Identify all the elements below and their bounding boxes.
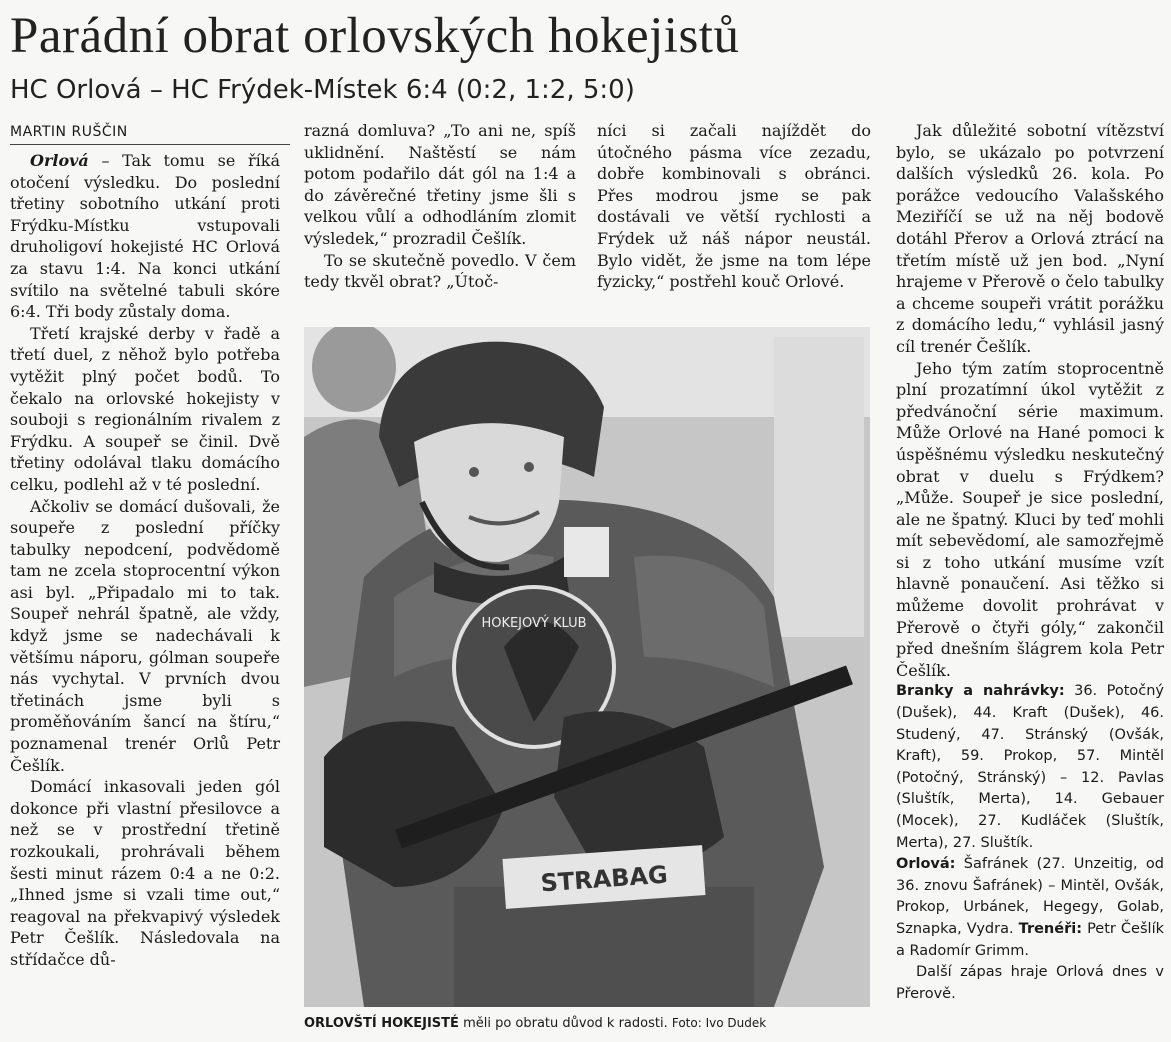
paragraph-3: Ačkoliv se domácí dušovali, že soupeře z poslední příčky tabulky nepodcení, podvědomě tam ne zcela stoprocentní výkon asi byl. „Připadalo mi to tak. Soupeř nehrál špatně, ale vždy, když jsme se nadechávali k většímu náporu, gólman soupeře nás vychytal. V prvních dvou třetinách jsme byli s proměňováním šancí na štíru,“ poznamenal trenér Orlů Petr Češlík.: [10, 496, 280, 775]
paragraph-6: Jak důležité sobotní vítězství bylo, se ukázalo po potvrzení dalších výsledků 26. kola. Po porážce vedoucího Valašského Meziříčí se už na něj bodově dotáhl Přerov a Orlová ztrácí na třetím místě už jen bod. „Nyní hrajeme v Přerově o čelo tabulky a chceme soupeři vrátit porážku z domácího ledu,“ vyhlásil jasný cíl trenér Češlík.: [896, 121, 1164, 356]
caption-head: ORLOVŠTÍ HOKEJISTÉ: [304, 1016, 459, 1031]
lead-paragraph: [10, 150, 280, 323]
headline: Parádní obrat orlovských hokejistů: [10, 8, 740, 64]
dateline: Orlová: [30, 151, 89, 170]
lineup-label: Orlová:: [896, 856, 956, 873]
lead-text: – Tak tomu se říká otočení výsledku. Do poslední třetiny sobotního utkání proti Frýdku-Místku vstupovali druholigoví hokejisté HC Orlová za stavu 1:4. Na konci utkání svítilo na světelné tabuli skóre 6:4. Tři body zůstaly doma.: [10, 151, 280, 322]
hockey-player-photo: [304, 327, 870, 1007]
caption-text: měli po obratu důvod k radosti.: [463, 1016, 668, 1031]
coaches-text: Petr Češlík a Radomír Grimm.: [896, 920, 1164, 959]
article-column-1: [10, 150, 280, 971]
sponsor-text: STRABAG: [539, 860, 669, 898]
article-column-2: [304, 120, 576, 293]
paragraph-2: Třetí krajské derby v řadě a třetí duel, z něhož bylo potřeba vytěžit plný počet bodů. To čekalo na orlovské hokejisty v souboji s regionálním rivalem z Frýdku. A soupeř se činil. Dvě třetiny odolával tlaku domácího celku, podlehl až v té poslední.: [10, 323, 280, 494]
byline: MARTIN RUŠČIN: [10, 122, 290, 145]
next-game: Další zápas hraje Orlová dnes v Přerově.: [896, 964, 1164, 1002]
lineup-line: [896, 854, 1164, 962]
goals-line: [896, 681, 1164, 854]
paragraph-4: Domácí inkasovali jeden gól dokonce při vlastní přesilovce a než se v prostřední třetině rozkoukali, prohrávali během šesti minut rázem 0:4 a ne 0:2. „Ihned jsme si vzali time out,“ reagoval na překvapivý výsledek Petr Češlík. Následovala na střídačce dů-: [10, 777, 280, 969]
paragraph-5-continued: níci si začali najíždět do útočného pásma více zezadu, dobře kombinovali s obránci. Přes modrou jsme se pak dostávali ve větší rychlosti a Frýdek už náš nápor neustál. Bylo vidět, že jsme na tom lépe fyzicky,“ postřehl kouč Orlové.: [597, 121, 871, 292]
lineup-text: Šafránek (27. Unzeitig, od 36. znovu Šafránek) – Mintěl, Ovšák, Prokop, Urbánek, Hegegy, Golab, Sznapka, Vydra.: [896, 856, 1164, 937]
paragraph-4-continued: razná domluva? „To ani ne, spíš uklidnění. Naštěstí se nám potom podařilo dát gól na 1:4 a do závěrečné třetiny jsme šli s velkou vůlí a odhodláním zlomit výsledek,“ prozradil Češlík.: [304, 121, 576, 248]
photo-credit: Foto: Ivo Dudek: [671, 1016, 767, 1030]
article-column-3: [597, 120, 871, 293]
coaches-label: Trenéři:: [1018, 920, 1083, 937]
goals-text: 36. Potočný (Dušek), 44. Kraft (Dušek), 46. Studený, 47. Stránský (Ovšák, Kraft), 59. Prokop, 57. Mintěl (Potočný, Stránský) – 12. Pavlas (Sluštík, Merta), 14. Gebauer (Mocek), 27. Kudláček (Sluštík, Merta), 27. Sluštík.: [896, 683, 1164, 851]
match-results: [896, 681, 1164, 1005]
subheadline: HC Orlová – HC Frýdek-Místek 6:4 (0:2, 1:2, 5:0): [10, 75, 635, 105]
goals-label: Branky a nahrávky:: [896, 683, 1065, 700]
article-column-4: [896, 120, 1164, 1005]
jersey-logo-text: HOKEJOVÝ KLUB: [481, 616, 587, 631]
paragraph-7: Jeho tým zatím stoprocentně plní prozatímní úkol vytěžit z předvánoční série maximum. Může Orlové na Hané pomoci k úspěšnému výsledku neskutečný obrat v duelu s Frýdkem? „Může. Soupeř je sice poslední, ale ne špatný. Kluci by teď mohli mít sebevědomí, ale samozřejmě si z toho utkání musíme vzít hlavně ponaučení. Asi těžko si můžeme dovolit prohrávat v Přerově o čtyři góly,“ zakončil před dnešním šlágrem kola Petr Češlík.: [896, 358, 1164, 680]
paragraph-5: To se skutečně povedlo. V čem tedy tkvěl obrat? „Útoč-: [304, 250, 576, 292]
photo-caption: [304, 1013, 870, 1034]
